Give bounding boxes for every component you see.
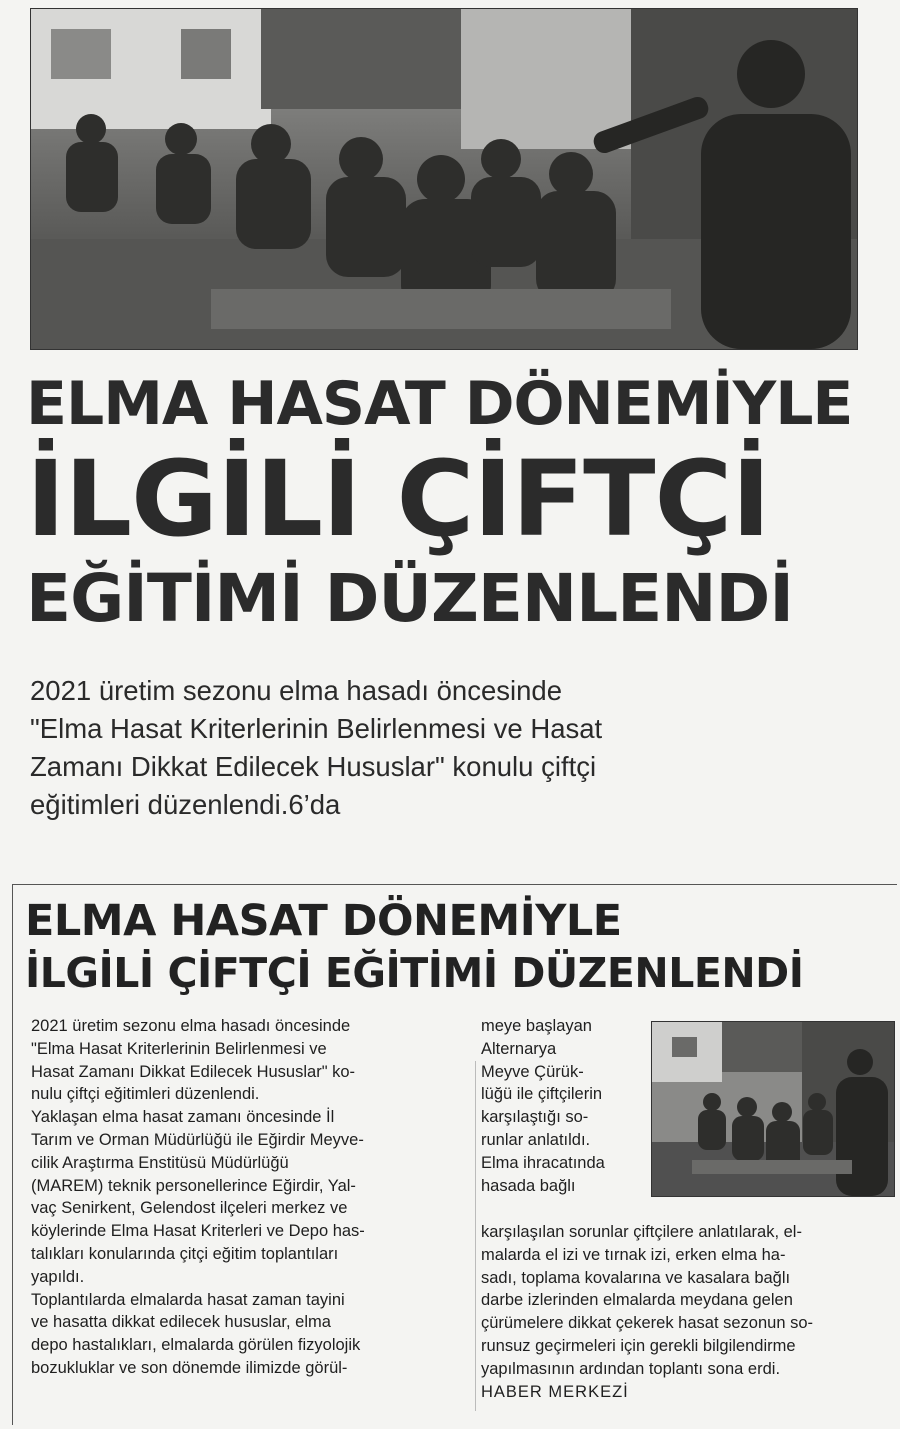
main-headline-line-1: ELMA HASAT DÖNEMİYLE	[26, 369, 853, 439]
article-clipping	[12, 884, 897, 1425]
text-line: bozukluklar ve son dönemde ilimizde görül-	[31, 1358, 348, 1377]
text-line: depo hastalıkları, elmalarda görülen fizyolojik	[31, 1336, 361, 1355]
text-line: "Elma Hasat Kriterlerinin Belirlenmesi ve	[31, 1039, 327, 1058]
lead-line: "Elma Hasat Kriterlerinin Belirlenmesi ve Hasat	[30, 713, 603, 744]
text-line: nulu çiftçi eğitimleri düzenlendi.	[31, 1085, 260, 1104]
meeting-photo-large	[30, 8, 858, 350]
text-line: yapıldı.	[31, 1267, 85, 1286]
lead-paragraph	[30, 672, 860, 824]
text-line: runlar anlatıldı.	[481, 1130, 591, 1149]
text-line: Hasat Zamanı Dikkat Edilecek Hususlar" ko-	[31, 1062, 356, 1081]
article-column-right-bottom	[481, 1221, 900, 1403]
main-headline	[26, 368, 876, 640]
text-line: yapılmasının ardından toplantı sona erdi.	[481, 1359, 781, 1378]
text-line: Tarım ve Orman Müdürlüğü ile Eğirdir Meyve-	[31, 1130, 364, 1149]
meeting-photo-graphic	[31, 9, 857, 349]
text-line: malarda el izi ve tırnak izi, erken elma ha-	[481, 1245, 786, 1264]
text-line: meye başlayan	[481, 1017, 592, 1035]
meeting-photo-small-graphic	[652, 1022, 894, 1196]
text-line: hasada bağlı	[481, 1176, 576, 1195]
text-line: Alternarya	[481, 1039, 557, 1058]
meeting-photo-small	[651, 1021, 895, 1197]
text-line: darbe izlerinden elmalarda meydana gelen	[481, 1291, 793, 1310]
text-line: ve hasatta dikkat edilecek hususlar, elma	[31, 1313, 331, 1332]
text-line: talıkları konularında çitçi eğitim toplantıları	[31, 1244, 339, 1263]
byline: HABER MERKEZİ	[481, 1382, 629, 1401]
article-headline-line-1: ELMA HASAT DÖNEMİYLE	[25, 896, 622, 946]
text-line: Yaklaşan elma hasat zamanı öncesinde İl	[31, 1108, 335, 1127]
text-line: karşılaşılan sorunlar çiftçilere anlatılarak, el-	[481, 1223, 802, 1241]
text-line: Toplantılarda elmalarda hasat zaman tayini	[31, 1290, 345, 1309]
article-column-right-top	[481, 1015, 646, 1197]
text-line: (MAREM) teknik personellerince Eğirdir, Yal-	[31, 1176, 356, 1195]
text-line: köylerinde Elma Hasat Kriterleri ve Depo has-	[31, 1222, 365, 1241]
article-headline-line-2: İLGİLİ ÇİFTÇİ EĞİTİMİ DÜZENLENDİ	[25, 949, 804, 997]
text-line: 2021 üretim sezonu elma hasadı öncesinde	[31, 1017, 351, 1035]
text-line: çürümelere dikkat çekerek hasat sezonun so-	[481, 1314, 813, 1333]
text-line: vaç Senirkent, Gelendost ilçeleri merkez ve	[31, 1199, 348, 1218]
text-line: karşılaştığı so-	[481, 1108, 589, 1127]
text-line: runsuz geçirmeleri için gerekli bilgilendirme	[481, 1336, 796, 1355]
text-line: Meyve Çürük-	[481, 1062, 584, 1081]
lead-line: Zamanı Dikkat Edilecek Hususlar" konulu çiftçi	[30, 751, 597, 782]
article-column-left	[31, 1015, 471, 1380]
lead-line: eğitimleri düzenlendi.6’da	[30, 789, 341, 820]
main-headline-line-3: EĞİTİMİ DÜZENLENDİ	[26, 560, 793, 637]
text-line: sadı, toplama kovalarına ve kasalara bağlı	[481, 1268, 791, 1287]
main-headline-line-2: İLGİLİ ÇİFTÇİ	[26, 438, 770, 560]
text-line: cilik Araştırma Enstitüsü Müdürlüğü	[31, 1153, 289, 1172]
lead-line: 2021 üretim sezonu elma hasadı öncesinde	[30, 675, 563, 706]
text-line: Elma ihracatında	[481, 1153, 605, 1172]
column-divider	[475, 1061, 476, 1411]
text-line: lüğü ile çiftçilerin	[481, 1085, 603, 1104]
article-headline	[25, 895, 895, 999]
